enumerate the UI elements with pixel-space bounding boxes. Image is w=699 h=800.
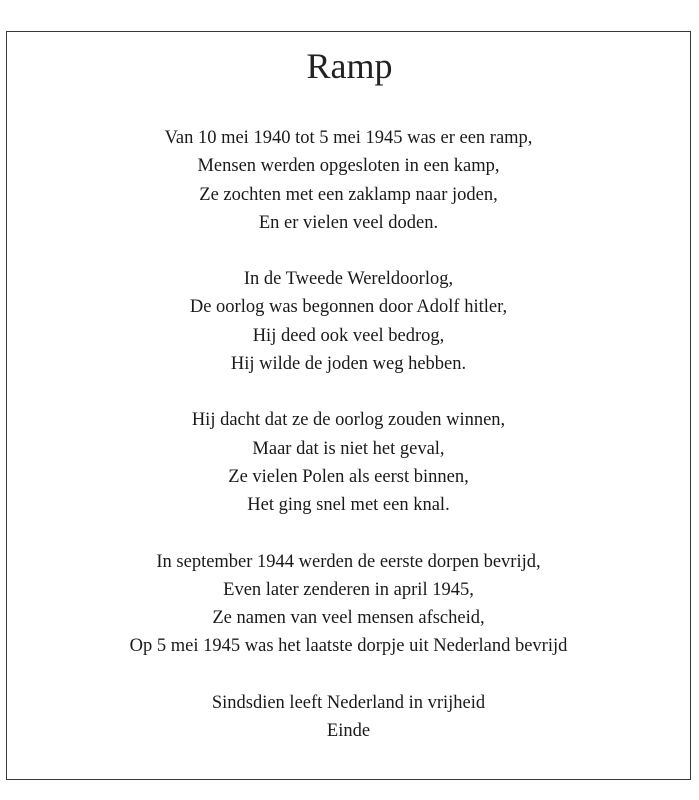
- poem-line: Het ging snel met een knal.: [247, 495, 450, 516]
- poem-line: In de Tweede Wereldoorlog,: [243, 269, 454, 290]
- poem-line: Hij wilde de joden weg hebben.: [230, 354, 467, 375]
- poem-line: Ze vielen Polen als eerst binnen,: [228, 466, 469, 487]
- poem-line: Sindsdien leeft Nederland in vrijheid: [211, 692, 486, 713]
- poem-body: [6, 124, 691, 773]
- poem-line: En er vielen veel doden.: [258, 212, 439, 233]
- poem-line: Op 5 mei 1945 was het laatste dorpje uit Nederland bevrijd: [129, 636, 568, 657]
- stanza-3: [6, 406, 691, 519]
- poem-line: Einde: [326, 721, 371, 742]
- poem-title: Ramp: [306, 46, 393, 86]
- poem-line: Even later zenderen in april 1945,: [223, 579, 474, 600]
- poem-line: Hij deed ook veel bedrog,: [252, 325, 445, 346]
- poem-line: Ze zochten met een zaklamp naar joden,: [199, 184, 498, 205]
- poem-line: In september 1944 werden de eerste dorpen bevrijd,: [156, 551, 541, 572]
- poem-line: Maar dat is niet het geval,: [252, 438, 445, 459]
- stanza-4: [6, 548, 691, 661]
- poem-line: Hij dacht dat ze de oorlog zouden winnen,: [191, 410, 506, 431]
- stanza-2: [6, 265, 691, 378]
- stanza-5: [6, 689, 691, 746]
- stanza-1: [6, 124, 691, 237]
- poem-line: Mensen werden opgesloten in een kamp,: [197, 156, 500, 177]
- poem-line: Ze namen van veel mensen afscheid,: [212, 608, 485, 629]
- poem-line: De oorlog was begonnen door Adolf hitler,: [189, 297, 508, 318]
- poem-line: Van 10 mei 1940 tot 5 mei 1945 was er een ramp,: [164, 128, 533, 148]
